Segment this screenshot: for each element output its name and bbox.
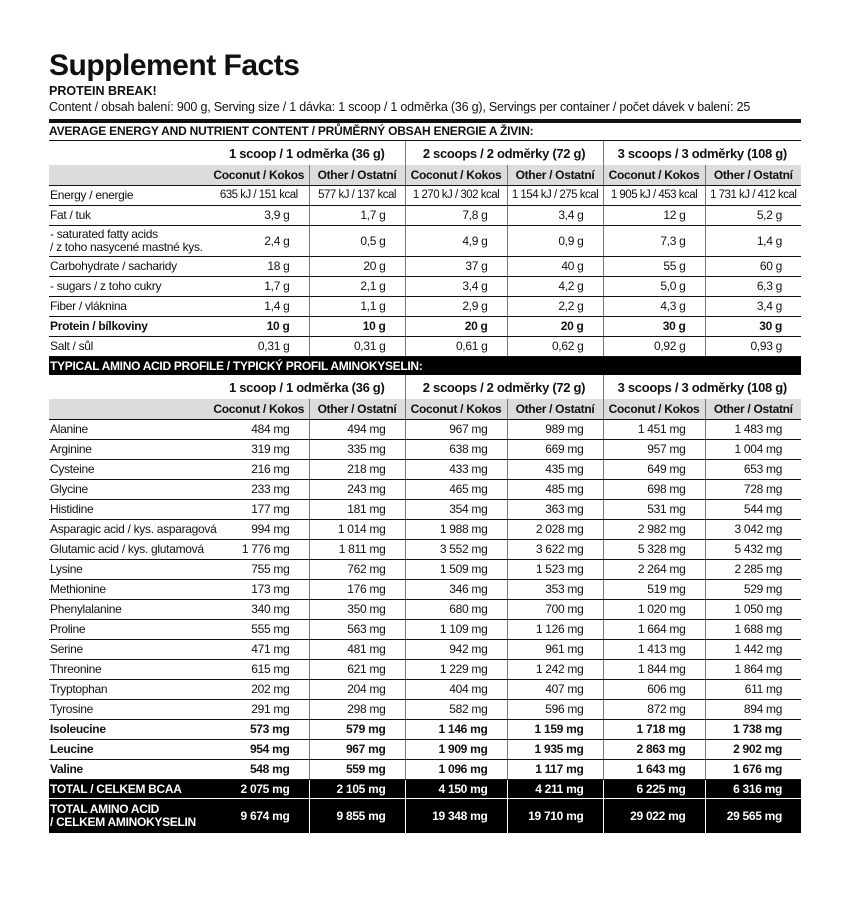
supplement-facts-panel (49, 48, 801, 833)
value-cell: 1 413 mg (603, 640, 705, 660)
value-cell: 3,4 g (705, 297, 801, 317)
value-cell: 202 mg (209, 680, 309, 700)
value-cell: 433 mg (405, 460, 507, 480)
value-cell: 204 mg (309, 680, 405, 700)
value-cell: 407 mg (507, 680, 603, 700)
row-label-text: Glycine (50, 482, 88, 496)
flavor-label: Other / Ostatní (309, 165, 405, 186)
nutrient-row (49, 277, 801, 297)
value-cell: 4 211 mg (507, 780, 603, 799)
value-cell: 233 mg (209, 480, 309, 500)
value-cell: 942 mg (405, 640, 507, 660)
value-cell: 9 674 mg (209, 799, 309, 834)
value-cell: 1 909 mg (405, 740, 507, 760)
flavor-label: Coconut / Kokos (603, 165, 705, 186)
value-cell: 243 mg (309, 480, 405, 500)
value-cell: 350 mg (309, 600, 405, 620)
empty-cell (49, 141, 209, 165)
value-cell: 20 g (309, 257, 405, 277)
value-cell: 1,7 g (309, 206, 405, 226)
value-cell: 0,31 g (209, 337, 309, 357)
row-label (49, 760, 209, 780)
value-cell: 989 mg (507, 420, 603, 440)
amino-row (49, 700, 801, 720)
empty-cell (49, 399, 209, 420)
value-cell: 363 mg (507, 500, 603, 520)
value-cell: 0,5 g (309, 226, 405, 257)
row-label-text-2: / CELKEM AMINOKYSELIN (50, 815, 196, 829)
value-cell: 1 864 mg (705, 660, 801, 680)
value-cell: 485 mg (507, 480, 603, 500)
value-cell: 548 mg (209, 760, 309, 780)
value-cell: 5,0 g (603, 277, 705, 297)
row-label-text: Histidine (50, 502, 94, 516)
value-cell: 3 042 mg (705, 520, 801, 540)
value-cell: 1 096 mg (405, 760, 507, 780)
value-cell: 30 g (705, 317, 801, 337)
value-cell: 4 150 mg (405, 780, 507, 799)
value-cell: 335 mg (309, 440, 405, 460)
nutrient-row (49, 186, 801, 206)
nutrient-heading: AVERAGE ENERGY AND NUTRIENT CONTENT / PRŮMĚRNÝ OBSAH ENERGIE A ŽIVIN: (49, 123, 801, 141)
row-label (49, 720, 209, 740)
row-label (49, 540, 209, 560)
value-cell: 1 776 mg (209, 540, 309, 560)
value-cell: 544 mg (705, 500, 801, 520)
value-cell: 1,7 g (209, 277, 309, 297)
value-cell: 1 270 kJ / 302 kcal (405, 186, 507, 206)
value-cell: 1 146 mg (405, 720, 507, 740)
value-cell: 872 mg (603, 700, 705, 720)
value-cell: 1 126 mg (507, 620, 603, 640)
row-label (49, 206, 209, 226)
row-label (49, 700, 209, 720)
page-title: Supplement Facts (49, 49, 300, 82)
flavor-label: Coconut / Kokos (603, 399, 705, 420)
amino-row (49, 580, 801, 600)
value-cell: 1 688 mg (705, 620, 801, 640)
value-cell: 181 mg (309, 500, 405, 520)
value-cell: 435 mg (507, 460, 603, 480)
value-cell: 894 mg (705, 700, 801, 720)
value-cell: 577 kJ / 137 kcal (309, 186, 405, 206)
row-label-text: Glutamic acid / kys. glutamová (50, 542, 204, 556)
value-cell: 346 mg (405, 580, 507, 600)
amino-row (49, 540, 801, 560)
value-cell: 1 718 mg (603, 720, 705, 740)
value-cell: 961 mg (507, 640, 603, 660)
total-amino-row (49, 799, 801, 834)
value-cell: 1 844 mg (603, 660, 705, 680)
flavor-label: Coconut / Kokos (405, 165, 507, 186)
flavor-label: Other / Ostatní (507, 165, 603, 186)
serving-group-label: 2 scoops / 2 odměrky (72 g) (405, 141, 603, 165)
value-cell: 3,9 g (209, 206, 309, 226)
nutrient-row (49, 337, 801, 357)
value-cell: 615 mg (209, 660, 309, 680)
row-label (49, 277, 209, 297)
value-cell: 55 g (603, 257, 705, 277)
row-label (49, 780, 209, 799)
value-cell: 2,4 g (209, 226, 309, 257)
value-cell: 680 mg (405, 600, 507, 620)
value-cell: 653 mg (705, 460, 801, 480)
flavor-label: Other / Ostatní (309, 399, 405, 420)
row-label (49, 520, 217, 540)
amino-row (49, 740, 801, 760)
row-label (49, 226, 209, 257)
value-cell: 6 225 mg (603, 780, 705, 799)
value-cell: 19 710 mg (507, 799, 603, 834)
value-cell: 494 mg (309, 420, 405, 440)
row-label-text: Carbohydrate / sacharidy (50, 259, 177, 273)
value-cell: 1 935 mg (507, 740, 603, 760)
value-cell: 471 mg (209, 640, 309, 660)
value-cell: 340 mg (209, 600, 309, 620)
serving-group-label: 2 scoops / 2 odměrky (72 g) (405, 375, 603, 399)
value-cell: 404 mg (405, 680, 507, 700)
amino-row (49, 420, 801, 440)
value-cell: 5,2 g (705, 206, 801, 226)
row-label (49, 799, 209, 834)
flavor-label: Other / Ostatní (705, 399, 801, 420)
row-label-text: Fiber / vláknina (50, 299, 127, 313)
value-cell: 353 mg (507, 580, 603, 600)
row-label (49, 337, 209, 357)
value-cell: 2,9 g (405, 297, 507, 317)
row-label (49, 440, 209, 460)
value-cell: 1,4 g (209, 297, 309, 317)
value-cell: 1 050 mg (705, 600, 801, 620)
amino-row (49, 480, 801, 500)
value-cell: 218 mg (309, 460, 405, 480)
value-cell: 1 020 mg (603, 600, 705, 620)
value-cell: 6,3 g (705, 277, 801, 297)
value-cell: 60 g (705, 257, 801, 277)
value-cell: 30 g (603, 317, 705, 337)
value-cell: 3 552 mg (405, 540, 507, 560)
value-cell: 2 863 mg (603, 740, 705, 760)
value-cell: 173 mg (209, 580, 309, 600)
row-label (49, 186, 209, 206)
amino-row (49, 620, 801, 640)
value-cell: 1 523 mg (507, 560, 603, 580)
value-cell: 5 432 mg (705, 540, 801, 560)
serving-group-label: 3 scoops / 3 odměrky (108 g) (603, 375, 801, 399)
value-cell: 519 mg (603, 580, 705, 600)
row-label (49, 560, 209, 580)
amino-row (49, 600, 801, 620)
value-cell: 177 mg (209, 500, 309, 520)
value-cell: 2 982 mg (603, 520, 705, 540)
flavor-subheader (49, 399, 801, 420)
value-cell: 4,9 g (405, 226, 507, 257)
row-label (49, 480, 209, 500)
value-cell: 18 g (209, 257, 309, 277)
value-cell: 2 285 mg (705, 560, 801, 580)
value-cell: 2 105 mg (309, 780, 405, 799)
amino-row (49, 500, 801, 520)
value-cell: 216 mg (209, 460, 309, 480)
serving-group-label: 3 scoops / 3 odměrky (108 g) (603, 141, 801, 165)
value-cell: 40 g (507, 257, 603, 277)
value-cell: 559 mg (309, 760, 405, 780)
value-cell: 1 109 mg (405, 620, 507, 640)
value-cell: 700 mg (507, 600, 603, 620)
content-line: Content / obsah balení: 900 g, Serving size / 1 dávka: 1 scoop / 1 odměrka (36 g), Servings per container / počet dávek v balení: 25 (49, 100, 751, 114)
value-cell: 10 g (209, 317, 309, 337)
value-cell: 12 g (603, 206, 705, 226)
amino-heading-bar (49, 357, 801, 375)
value-cell: 606 mg (603, 680, 705, 700)
row-label (49, 660, 209, 680)
value-cell: 20 g (507, 317, 603, 337)
value-cell: 1 988 mg (405, 520, 507, 540)
row-label-text: Energy / energie (50, 188, 134, 202)
row-label-text: Protein / bílkoviny (50, 319, 148, 333)
value-cell: 465 mg (405, 480, 507, 500)
nutrient-row (49, 206, 801, 226)
value-cell: 354 mg (405, 500, 507, 520)
value-cell: 582 mg (405, 700, 507, 720)
value-cell: 1 014 mg (309, 520, 405, 540)
value-cell: 298 mg (309, 700, 405, 720)
value-cell: 1,4 g (705, 226, 801, 257)
value-cell: 611 mg (705, 680, 801, 700)
value-cell: 1 643 mg (603, 760, 705, 780)
flavor-label: Coconut / Kokos (209, 399, 309, 420)
value-cell: 29 022 mg (603, 799, 705, 834)
value-cell: 563 mg (309, 620, 405, 640)
row-label-text: Valine (50, 762, 83, 776)
value-cell: 579 mg (309, 720, 405, 740)
value-cell: 481 mg (309, 640, 405, 660)
value-cell: 1 483 mg (705, 420, 801, 440)
value-cell: 1,1 g (309, 297, 405, 317)
row-label (49, 257, 209, 277)
value-cell: 1 905 kJ / 453 kcal (603, 186, 705, 206)
row-label-text: Phenylalanine (50, 602, 122, 616)
row-label (49, 580, 209, 600)
row-label-text: Arginine (50, 442, 92, 456)
value-cell: 5 328 mg (603, 540, 705, 560)
value-cell: 1 159 mg (507, 720, 603, 740)
nutrient-row (49, 226, 801, 257)
row-label (49, 600, 209, 620)
value-cell: 529 mg (705, 580, 801, 600)
row-label (49, 420, 209, 440)
value-cell: 0,92 g (603, 337, 705, 357)
value-cell: 4,2 g (507, 277, 603, 297)
value-cell: 1 664 mg (603, 620, 705, 640)
amino-row (49, 660, 801, 680)
value-cell: 2 902 mg (705, 740, 801, 760)
value-cell: 669 mg (507, 440, 603, 460)
value-cell: 755 mg (209, 560, 309, 580)
row-label-text: TOTAL / CELKEM BCAA (50, 781, 182, 796)
flavor-label: Other / Ostatní (705, 165, 801, 186)
value-cell: 0,61 g (405, 337, 507, 357)
value-cell: 1 154 kJ / 275 kcal (507, 186, 603, 206)
value-cell: 3,4 g (405, 277, 507, 297)
value-cell: 7,8 g (405, 206, 507, 226)
value-cell: 1 004 mg (705, 440, 801, 460)
value-cell: 37 g (405, 257, 507, 277)
value-cell: 967 mg (405, 420, 507, 440)
serving-group-header (49, 375, 801, 399)
row-label (49, 317, 209, 337)
value-cell: 1 242 mg (507, 660, 603, 680)
row-label-text: Tryptophan (50, 682, 108, 696)
row-label-text: Proline (50, 622, 86, 636)
value-cell: 7,3 g (603, 226, 705, 257)
value-cell: 762 mg (309, 560, 405, 580)
total-bcaa-row (49, 780, 801, 799)
flavor-label: Coconut / Kokos (405, 399, 507, 420)
value-cell: 1 229 mg (405, 660, 507, 680)
value-cell: 698 mg (603, 480, 705, 500)
empty-cell (49, 375, 209, 399)
row-label-text: TOTAL AMINO ACID (50, 802, 159, 816)
value-cell: 6 316 mg (705, 780, 801, 799)
value-cell: 2 264 mg (603, 560, 705, 580)
nutrient-row (49, 297, 801, 317)
row-label-text: Alanine (50, 422, 88, 436)
value-cell: 319 mg (209, 440, 309, 460)
row-label-text: - sugars / z toho cukry (50, 279, 162, 293)
value-cell: 635 kJ / 151 kcal (209, 186, 309, 206)
amino-row (49, 520, 801, 540)
value-cell: 1 509 mg (405, 560, 507, 580)
nutrient-row (49, 317, 801, 337)
flavor-label: Coconut / Kokos (209, 165, 309, 186)
amino-table (49, 357, 801, 833)
amino-row (49, 440, 801, 460)
flavor-subheader (49, 165, 801, 186)
value-cell: 957 mg (603, 440, 705, 460)
value-cell: 638 mg (405, 440, 507, 460)
value-cell: 176 mg (309, 580, 405, 600)
value-cell: 1 731 kJ / 412 kcal (705, 186, 801, 206)
amino-row (49, 460, 801, 480)
row-label-text: Cysteine (50, 462, 95, 476)
amino-row (49, 760, 801, 780)
value-cell: 3,4 g (507, 206, 603, 226)
row-label (49, 640, 209, 660)
row-label-text: Threonine (50, 662, 102, 676)
value-cell: 2 075 mg (209, 780, 309, 799)
value-cell: 649 mg (603, 460, 705, 480)
row-label (49, 297, 209, 317)
amino-row (49, 680, 801, 700)
value-cell: 1 451 mg (603, 420, 705, 440)
value-cell: 10 g (309, 317, 405, 337)
row-label-text: Isoleucine (50, 722, 106, 736)
value-cell: 0,93 g (705, 337, 801, 357)
value-cell: 1 811 mg (309, 540, 405, 560)
amino-row (49, 560, 801, 580)
value-cell: 728 mg (705, 480, 801, 500)
nutrient-table (49, 141, 801, 357)
row-label-text: Salt / sůl (50, 339, 94, 353)
value-cell: 1 676 mg (705, 760, 801, 780)
value-cell: 0,9 g (507, 226, 603, 257)
value-cell: 1 117 mg (507, 760, 603, 780)
row-label-text: Lysine (50, 562, 83, 576)
value-cell: 0,31 g (309, 337, 405, 357)
row-label-text: Methionine (50, 582, 106, 596)
value-cell: 1 738 mg (705, 720, 801, 740)
amino-row (49, 640, 801, 660)
value-cell: 0,62 g (507, 337, 603, 357)
value-cell: 19 348 mg (405, 799, 507, 834)
value-cell: 2 028 mg (507, 520, 603, 540)
nutrient-row (49, 257, 801, 277)
value-cell: 555 mg (209, 620, 309, 640)
row-label-text: - saturated fatty acids (50, 227, 158, 241)
value-cell: 1 442 mg (705, 640, 801, 660)
value-cell: 573 mg (209, 720, 309, 740)
value-cell: 3 622 mg (507, 540, 603, 560)
value-cell: 4,3 g (603, 297, 705, 317)
empty-cell (49, 165, 209, 186)
row-label (49, 620, 209, 640)
value-cell: 967 mg (309, 740, 405, 760)
value-cell: 596 mg (507, 700, 603, 720)
row-label-text: Asparagic acid / kys. asparagová (50, 522, 217, 536)
value-cell: 621 mg (309, 660, 405, 680)
row-label (49, 740, 209, 760)
value-cell: 2,1 g (309, 277, 405, 297)
amino-heading: TYPICAL AMINO ACID PROFILE / TYPICKÝ PROFIL AMINOKYSELIN: (49, 357, 801, 375)
product-name: PROTEIN BREAK! (49, 84, 157, 98)
value-cell: 20 g (405, 317, 507, 337)
row-label-text: Fat / tuk (50, 208, 91, 222)
serving-group-label: 1 scoop / 1 odměrka (36 g) (229, 379, 385, 395)
value-cell: 531 mg (603, 500, 705, 520)
value-cell: 954 mg (209, 740, 309, 760)
value-cell: 29 565 mg (705, 799, 801, 834)
row-label (49, 500, 209, 520)
value-cell: 994 mg (209, 520, 309, 540)
value-cell: 9 855 mg (309, 799, 405, 834)
row-label-text: Leucine (50, 742, 94, 756)
serving-group-header (49, 141, 801, 165)
row-label-text-2: / z toho nasycené mastné kys. (50, 240, 203, 254)
row-label-text: Tyrosine (50, 702, 93, 716)
value-cell: 484 mg (209, 420, 309, 440)
serving-group-label: 1 scoop / 1 odměrka (36 g) (229, 145, 385, 161)
value-cell: 2,2 g (507, 297, 603, 317)
flavor-label: Other / Ostatní (507, 399, 603, 420)
value-cell: 291 mg (209, 700, 309, 720)
row-label (49, 460, 209, 480)
amino-row (49, 720, 801, 740)
row-label (49, 680, 209, 700)
row-label-text: Serine (50, 642, 83, 656)
